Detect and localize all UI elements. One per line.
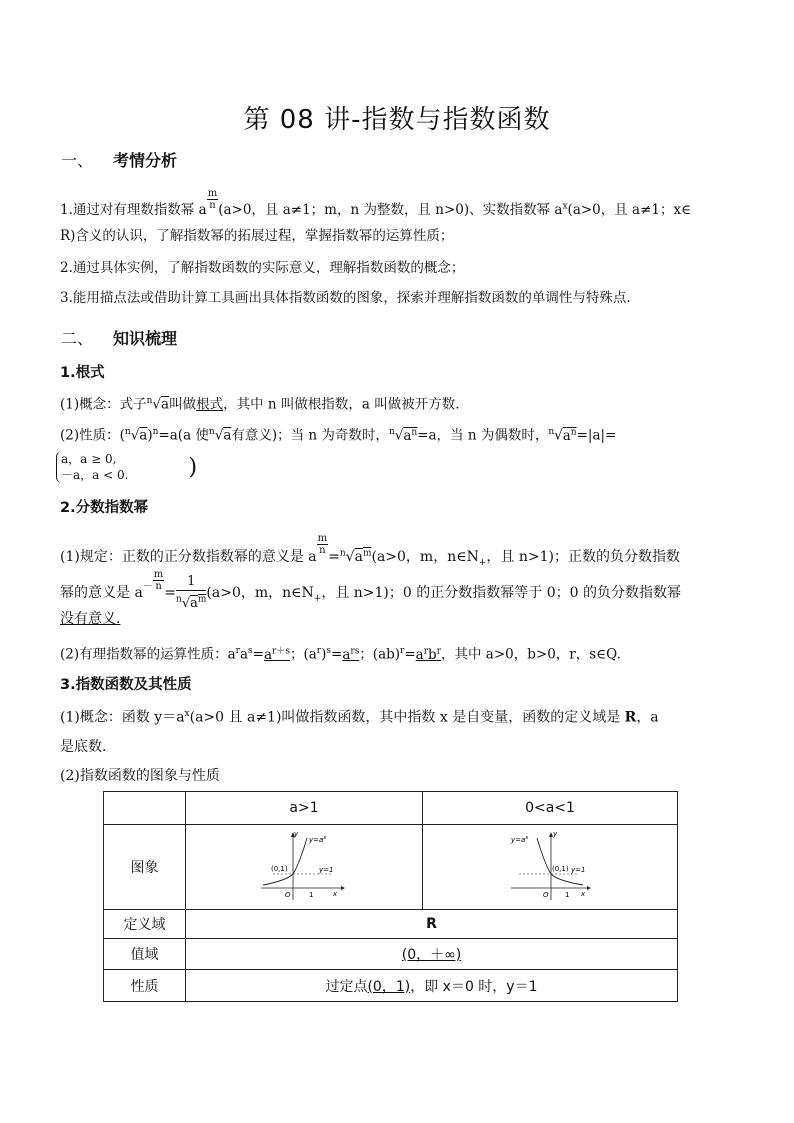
abs-value-cases: a，a ≥ 0, －a，a < 0. ): [56, 451, 197, 483]
section-heading-knowledge: 二、 知识梳理: [61, 329, 178, 348]
label-hline: y=1: [319, 866, 334, 874]
radical-definition: (1)概念：式子$^n$√a叫做根式，其中 n 叫做根指数，a 叫做被开方数.: [60, 396, 460, 413]
label-hline: y=1: [571, 866, 586, 874]
label-fn: $y=a^x$: [511, 835, 529, 844]
x-axis-arrow: [341, 886, 345, 890]
graph-increasing-svg: [259, 830, 349, 904]
topic-exponential-function: 3.指数函数及其性质: [60, 677, 192, 693]
analysis-item-1-cont: R)含义的认识，了解指数幂的拓展过程，掌握指数幂的运算性质；: [60, 228, 454, 244]
label-y: y: [553, 830, 558, 838]
label-point: (0,1): [271, 865, 288, 873]
label-one: 1: [309, 891, 314, 899]
range-value: (0，＋∞): [186, 939, 678, 970]
graph-decreasing: [423, 825, 678, 910]
row-label-graph: 图象: [104, 825, 186, 910]
label-origin: O: [285, 891, 291, 899]
label-one: 1: [565, 891, 570, 899]
section-heading-analysis: 一、 考情分析: [61, 151, 178, 170]
fractional-negative-rule: 幂的意义是 a－ $\frac{m}{n}=$ $\frac{1}{^n√a^m}(a>0$，m，$n\in N_+$，且 n>1)；0 的正分数指数幂等于 0；0 的负分数指数幂: [60, 569, 681, 611]
table-header-a-gt-1: a>1: [186, 792, 423, 825]
label-origin: O: [543, 891, 549, 899]
property-value: 过定点(0，1)，即 x＝0 时，y＝1: [186, 970, 678, 1002]
label-point: (0,1): [552, 865, 569, 873]
topic-radical: 1.根式: [60, 365, 105, 381]
graph-increasing: [186, 825, 423, 910]
row-label-domain: 定义域: [104, 910, 186, 939]
exp-function-concept-cont: 是底数.: [60, 739, 107, 755]
graph-decreasing-svg: [505, 830, 595, 904]
analysis-item-3: 3.能用描点法或借助计算工具画出具体指数函数的图象，探索并理解指数函数的单调性与特殊点.: [60, 290, 631, 306]
label-x: x: [333, 890, 338, 898]
fractional-positive-rule: (1)规定：正数的正分数指数幂的意义是 a $\frac{m}{n}=^n√a^m(a>0$，m，$n\in N_+$，且 n>1)；正数的负分数指数: [60, 533, 680, 568]
fractional-zero-note: 没有意义.: [60, 611, 121, 627]
label-fn: $y=a^x$: [309, 835, 327, 844]
domain-value: R: [186, 910, 678, 939]
table-header-a-lt-1: 0<a<1: [423, 792, 678, 825]
exp-function-graph-title: (2)指数函数的图象与性质: [60, 768, 220, 784]
label-y: y: [294, 830, 299, 838]
analysis-item-1: 1.通过对有理数指数幂 a $\frac{m}{n}(a>0$，且 a≠1；m，n 为整数，且 n>0)、实数指数幂 $a^x(a>0$，且 a≠1；x∈: [60, 188, 692, 218]
x-axis-arrow: [587, 886, 591, 890]
topic-fractional-exponent: 2.分数指数幂: [60, 500, 149, 516]
rational-exponent-ops: (2)有理指数幂的运算性质：$a^ra^s=a^{r+s}$；$(a^r)^s=a^{rs}$；$(ab)^r=a^rb^r$，其中 a>0，b>0，r，s∈Q.: [60, 646, 621, 663]
row-label-range: 值域: [104, 939, 186, 970]
table-corner: [104, 792, 186, 825]
exp-function-table: [103, 791, 678, 1002]
curve-increasing: [263, 838, 307, 885]
radical-property: (2)性质：$(^n√a)^n=a(a$ 使$^n$√a有意义)；当 n 为奇数时，$^n√a^n=a$，当 n 为偶数时，$^n√a^n=|a|=$: [60, 427, 617, 444]
analysis-item-2: 2.通过具体实例，了解指数函数的实际意义，理解指数函数的概念；: [60, 260, 465, 276]
page-title: 第 08 讲-指数与指数函数: [243, 105, 551, 135]
curve-decreasing: [537, 838, 586, 885]
label-x: x: [581, 890, 586, 898]
row-label-property: 性质: [104, 970, 186, 1002]
exp-function-concept: (1)概念：函数 $y=a^x(a>0$ 且 a≠1)叫做指数函数，其中指数 x 是自变量，函数的定义域是 R，a: [60, 709, 659, 726]
